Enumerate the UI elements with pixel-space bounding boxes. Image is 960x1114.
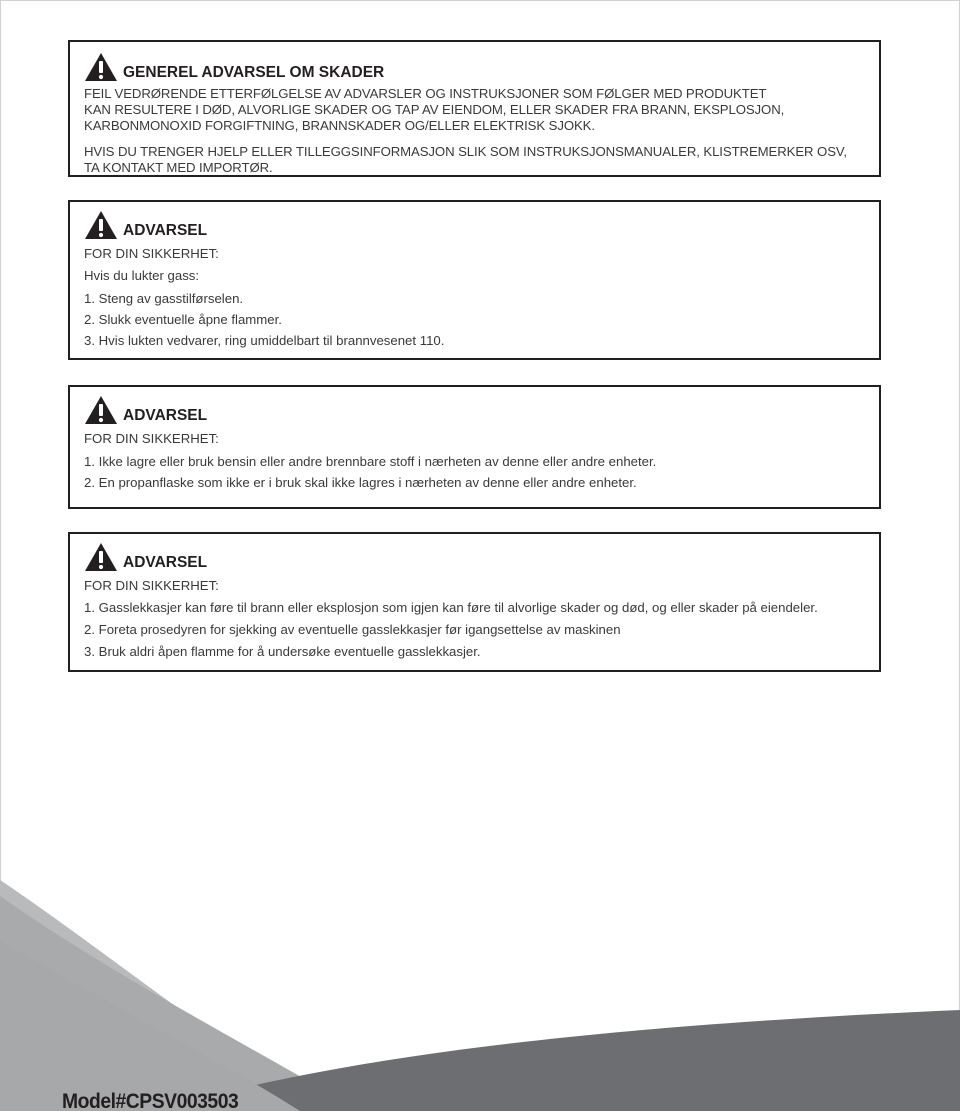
general-warning-p2-line1: HVIS DU TRENGER HJELP ELLER TILLEGGSINFORMASJON SLIK SOM INSTRUKSJONSMANUALER, KLISTREMERKER OSV, <box>84 144 847 159</box>
gas-leak-warning-heading <box>84 540 865 572</box>
model-number: Model#CPSV003503 <box>62 1090 239 1113</box>
warning-triangle-icon <box>84 542 118 572</box>
gas-smell-warning-title: ADVARSEL <box>123 222 208 239</box>
storage-warning-heading <box>84 393 865 425</box>
gas-leak-warning-box <box>68 532 881 672</box>
storage-warning-list <box>84 453 865 492</box>
gas-smell-warning-heading <box>84 208 865 240</box>
gas-smell-warning-subtitle: FOR DIN SIKKERHET: <box>84 246 219 261</box>
general-warning-title: GENEREL ADVARSEL OM SKADER <box>123 64 385 81</box>
storage-warning-title: ADVARSEL <box>123 407 208 424</box>
storage-warning-subtitle: FOR DIN SIKKERHET: <box>84 431 219 446</box>
list-item: 1. Steng av gasstilførselen. <box>84 291 244 306</box>
general-warning-p2-line2: TA KONTAKT MED IMPORTØR. <box>84 160 273 175</box>
list-item: 1. Ikke lagre eller bruk bensin eller andre brennbare stoff i nærheten av denne eller andre enheter. <box>84 454 657 469</box>
general-warning-p1-line2: KAN RESULTERE I DØD, ALVORLIGE SKADER OG TAP AV EIENDOM, ELLER SKADER FRA BRANN, EKSPLOSJON, <box>84 102 785 117</box>
general-warning-paragraph-1 <box>84 86 865 134</box>
list-item: 2. Slukk eventuelle åpne flammer. <box>84 312 282 327</box>
gas-leak-warning-list <box>84 599 865 661</box>
general-warning-box <box>68 40 881 177</box>
warning-triangle-icon <box>84 395 118 425</box>
list-item: 3. Hvis lukten vedvarer, ring umiddelbart til brannvesenet 110. <box>84 333 445 348</box>
general-warning-p1-line1: FEIL VEDRØRENDE ETTERFØLGELSE AV ADVARSLER OG INSTRUKSJONER SOM FØLGER MED PRODUKTET <box>84 86 767 101</box>
gas-smell-warning-list <box>84 290 865 350</box>
general-warning-p1-line3: KARBONMONOXID FORGIFTNING, BRANNSKADER OG/ELLER ELEKTRISK SJOKK. <box>84 118 595 133</box>
storage-warning-box <box>68 385 881 509</box>
list-item: 1. Gasslekkasjer kan føre til brann eller eksplosjon som igjen kan føre til alvorlige skader og død, og eller skader på eiendeler. <box>84 600 818 615</box>
footer-decoration <box>0 880 960 1111</box>
gas-smell-warning-intro: Hvis du lukter gass: <box>84 268 200 283</box>
warning-triangle-icon <box>84 52 118 82</box>
gas-leak-warning-subtitle: FOR DIN SIKKERHET: <box>84 578 219 593</box>
list-item: 2. En propanflaske som ikke er i bruk skal ikke lagres i nærheten av denne eller andre enheter. <box>84 475 637 490</box>
list-item: 2. Foreta prosedyren for sjekking av eventuelle gasslekkasjer før igangsettelse av maskinen <box>84 622 621 637</box>
gas-leak-warning-title: ADVARSEL <box>123 554 208 571</box>
gas-smell-warning-box <box>68 200 881 360</box>
warning-triangle-icon <box>84 210 118 240</box>
list-item: 3. Bruk aldri åpen flamme for å undersøke eventuelle gasslekkasjer. <box>84 644 481 659</box>
general-warning-paragraph-2 <box>84 144 865 176</box>
general-warning-heading <box>84 50 865 82</box>
